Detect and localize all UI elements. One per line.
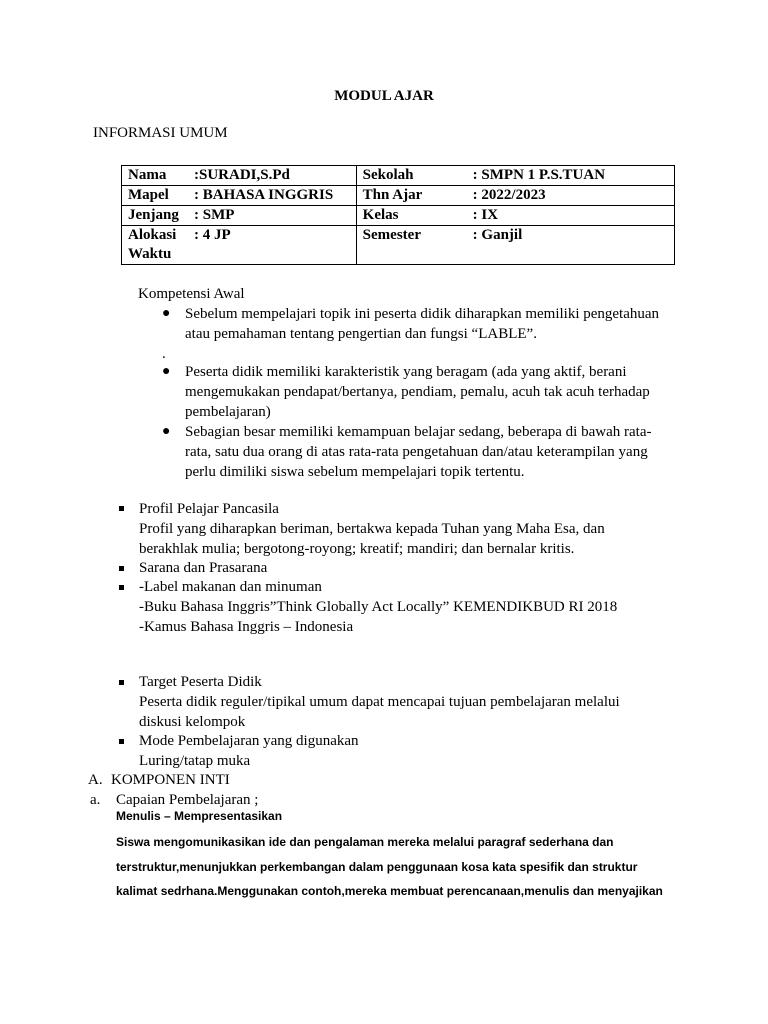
- text-line: atau pemahaman tentang pengertian dan fungsi “LABLE”.: [185, 326, 537, 342]
- text-line: -Buku Bahasa Inggris”Think Globally Act Locally” KEMENDIKBUD RI 2018: [139, 599, 618, 615]
- table-label: Kelas: [362, 207, 399, 223]
- sarana-heading: Sarana dan Prasarana: [139, 560, 268, 576]
- bullet-dot-icon: ●: [162, 364, 171, 379]
- table-value: : BAHASA INGGRIS: [194, 187, 334, 203]
- table-value: :SURADI,S.Pd: [194, 167, 290, 183]
- bullet-dot-icon: ●: [162, 306, 171, 321]
- text-line: -Label makanan dan minuman: [139, 579, 322, 595]
- text-line: Siswa mengomunikasikan ide dan pengalaman mereka melalui paragraf sederhana dan: [116, 835, 614, 849]
- table-value: : 2022/2023: [472, 187, 546, 203]
- table-label: Sekolah: [362, 167, 414, 183]
- komponen-heading: KOMPONEN INTI: [111, 772, 230, 788]
- table-value: : Ganjil: [472, 227, 523, 243]
- table-value: : SMP: [194, 207, 235, 223]
- text-line: Sebelum mempelajari topik ini peserta didik diharapkan memiliki pengetahuan: [185, 306, 660, 322]
- list-marker: a.: [90, 792, 101, 808]
- capaian-subheading: Menulis – Mempresentasikan: [116, 809, 283, 823]
- square-bullet-icon: [119, 506, 124, 511]
- text-line: Peserta didik memiliki karakteristik yang beragam (ada yang aktif, berani: [185, 364, 627, 380]
- section-heading-info: INFORMASI UMUM: [93, 125, 228, 141]
- table-label: Semester: [362, 227, 421, 243]
- text-line: -Kamus Bahasa Inggris – Indonesia: [139, 619, 354, 635]
- table-label: Mapel: [128, 187, 169, 203]
- text-line: terstruktur,menunjukkan perkembangan dalam penggunaan kosa kata spesifik dan struktur: [116, 860, 638, 874]
- table-label: Nama: [128, 167, 167, 183]
- target-heading: Target Peserta Didik: [139, 674, 262, 690]
- text-line: pembelajaran): [185, 404, 271, 420]
- profil-heading: Profil Pelajar Pancasila: [139, 501, 279, 517]
- bullet-dot-icon: ●: [162, 424, 171, 439]
- table-label: Alokasi: [128, 227, 177, 243]
- table-row: [122, 166, 675, 186]
- table-value: : 4 JP: [194, 227, 231, 243]
- square-bullet-icon: [119, 566, 124, 571]
- text-line: Luring/tatap muka: [139, 753, 251, 769]
- text-line: mengemukakan pendapat/bertanya, pendiam, pemalu, acuh tak acuh terhadap: [185, 384, 650, 400]
- text-line: .: [162, 346, 166, 362]
- kompetensi-heading: Kompetensi Awal: [138, 286, 245, 302]
- capaian-heading: Capaian Pembelajaran ;: [116, 792, 259, 808]
- text-line: kalimat sedrhana.Menggunakan contoh,mereka membuat perencanaan,menulis dan menyajikan: [116, 884, 663, 898]
- square-bullet-icon: [119, 680, 124, 685]
- table-label: Jenjang: [128, 207, 179, 223]
- text-line: diskusi kelompok: [139, 714, 246, 730]
- text-line: berakhlak mulia; bergotong-royong; kreatif; mandiri; dan bernalar kritis.: [139, 541, 575, 557]
- mode-heading: Mode Pembelajaran yang digunakan: [139, 733, 359, 749]
- table-label: Thn Ajar: [362, 187, 423, 203]
- text-line: Sebagian besar memiliki kemampuan belajar sedang, beberapa di bawah rata-: [185, 424, 652, 440]
- text-line: rata, satu dua orang di atas rata-rata pengetahuan dan/atau keterampilan yang: [185, 444, 648, 460]
- table-row: [122, 226, 675, 265]
- table-value: : SMPN 1 P.S.TUAN: [472, 167, 606, 183]
- text-line: Profil yang diharapkan beriman, bertakwa kepada Tuhan yang Maha Esa, dan: [139, 521, 605, 537]
- table-label: Waktu: [128, 246, 172, 262]
- text-line: perlu dimiliki siswa sebelum mempelajari topik tertentu.: [185, 464, 525, 480]
- square-bullet-icon: [119, 739, 124, 744]
- page-title: MODUL AJAR: [334, 88, 434, 104]
- table-row: [122, 186, 675, 206]
- info-table: [121, 165, 675, 265]
- list-marker: A.: [88, 772, 103, 788]
- table-row: [122, 206, 675, 226]
- table-value: : IX: [472, 207, 499, 223]
- square-bullet-icon: [119, 585, 124, 590]
- text-line: Peserta didik reguler/tipikal umum dapat mencapai tujuan pembelajaran melalui: [139, 694, 620, 710]
